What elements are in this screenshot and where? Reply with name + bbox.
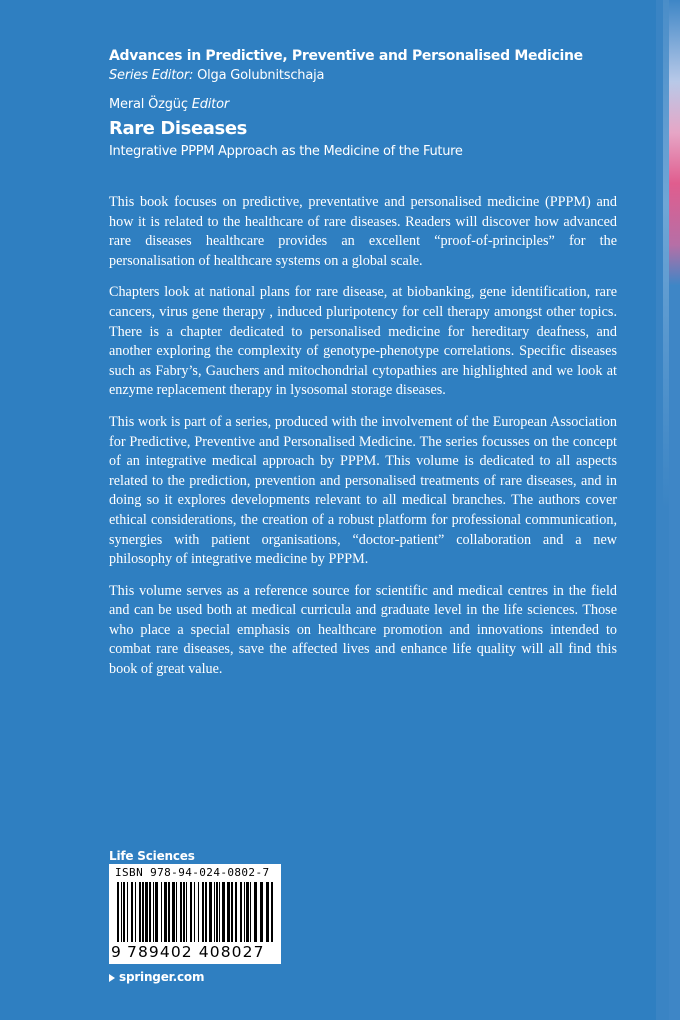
subject-label: Life Sciences	[109, 849, 195, 863]
publisher-text: springer.com	[119, 970, 205, 984]
blurb-paragraph: This work is part of a series, produced with the involvement of the European Association for Predictive, Preventive and Personalised Medicine. The series focusses on the concept of an integrative medical approach by PPPM. This volume is dedicated to all aspects related to the prediction, prevention and personalised treatments of rare diseases, and in doing so it explores developments relevant to all medical branches. The authors cover ethical considerations, the creation of a robust platform for professional communication, synergies with patient organisations, “doctor-patient” collaboration and a new philosophy of integrative medicine by PPPM.	[109, 413, 617, 568]
book-editor-name: Meral Özgüç	[109, 97, 188, 112]
series-editor-name: Olga Golubnitschaja	[197, 68, 325, 83]
arrow-right-icon	[109, 974, 115, 982]
isbn-label: ISBN 978-94-024-0802-7	[115, 866, 270, 879]
blurb-paragraph: Chapters look at national plans for rare disease, at biobanking, gene identification, rare cancers, virus gene therapy , induced pluripotency for cell therapy amongst other topics. There is a chapter dedicated to personalised medicine for hereditary deafness, and another exploring the complexity of genotype-phenotype correlations. Specific diseases such as Fabry’s, Gauchers and mitochondrial cytopathies are highlighted and we look at enzyme replacement therapy in lysosomal storage diseases.	[109, 284, 617, 399]
series-editor-label: Series Editor:	[109, 68, 194, 83]
publisher-link[interactable]	[109, 970, 204, 984]
barcode-first-digit: 9	[111, 943, 122, 961]
blurb-paragraph: This volume serves as a reference source for scientific and medical centres in the field and can be used both at medical curricula and graduate level in the life sciences. Those who place a special emphasis on healthcare promotion and innovations intended to combat rare diseases, save the affected lives and enhance life quality will all find this book of great value.	[109, 582, 617, 678]
barcode-bars-icon	[117, 882, 273, 942]
barcode-digit-string: 789402 408027	[127, 943, 265, 961]
series-title: Advances in Predictive, Preventive and Personalised Medicine	[109, 48, 583, 64]
blurb	[109, 193, 617, 692]
blurb-paragraph: This book focuses on predictive, preventative and personalised medicine (PPPM) and how it is related to the healthcare of rare diseases. Readers will discover how advanced rare diseases healthcare provides an excellent “proof-of-principles” for the personalisation of healthcare systems on a global scale.	[109, 194, 617, 269]
book-title: Rare Diseases	[109, 118, 247, 139]
isbn-barcode	[109, 864, 281, 964]
series-editor	[109, 68, 324, 83]
color-stripe	[656, 0, 680, 1020]
book-editor	[109, 97, 229, 112]
book-subtitle: Integrative PPPM Approach as the Medicine of the Future	[109, 144, 463, 159]
book-editor-label: Editor	[191, 97, 229, 112]
